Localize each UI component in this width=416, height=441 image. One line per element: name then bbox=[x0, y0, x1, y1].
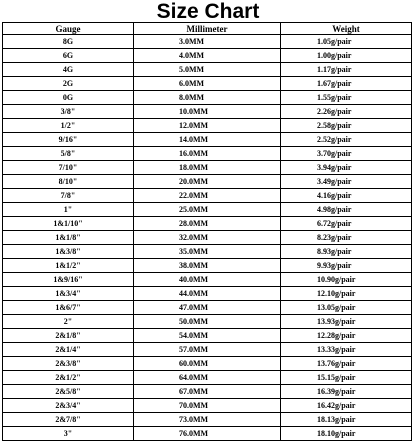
page-title: Size Chart bbox=[156, 0, 260, 23]
header-weight: Weight bbox=[281, 23, 412, 35]
gauge-cell: 1&9/16" bbox=[3, 273, 134, 287]
millimeter-cell: 16.0MM bbox=[134, 147, 281, 161]
table-row bbox=[3, 175, 412, 189]
table-row bbox=[3, 399, 412, 413]
millimeter-cell: 60.0MM bbox=[134, 357, 281, 371]
millimeter-cell: 40.0MM bbox=[134, 273, 281, 287]
weight-cell: 8.23g/pair bbox=[281, 231, 412, 245]
table-row bbox=[3, 77, 412, 91]
table-row bbox=[3, 35, 412, 49]
gauge-cell: 6G bbox=[3, 49, 134, 63]
weight-cell: 18.13g/pair bbox=[281, 413, 412, 427]
weight-cell: 8.93g/pair bbox=[281, 245, 412, 259]
millimeter-cell: 12.0MM bbox=[134, 119, 281, 133]
weight-cell: 3.70g/pair bbox=[281, 147, 412, 161]
size-chart-table-container bbox=[2, 22, 411, 441]
millimeter-cell: 35.0MM bbox=[134, 245, 281, 259]
table-row bbox=[3, 147, 412, 161]
millimeter-cell: 5.0MM bbox=[134, 63, 281, 77]
millimeter-cell: 38.0MM bbox=[134, 259, 281, 273]
gauge-cell: 2" bbox=[3, 315, 134, 329]
gauge-cell: 2&3/4" bbox=[3, 399, 134, 413]
weight-cell: 3.94g/pair bbox=[281, 161, 412, 175]
table-row bbox=[3, 189, 412, 203]
weight-cell: 3.49g/pair bbox=[281, 175, 412, 189]
table-row bbox=[3, 343, 412, 357]
weight-cell: 1.00g/pair bbox=[281, 49, 412, 63]
table-row bbox=[3, 287, 412, 301]
table-row bbox=[3, 315, 412, 329]
table-row bbox=[3, 49, 412, 63]
millimeter-cell: 76.0MM bbox=[134, 427, 281, 441]
gauge-cell: 2&1/8" bbox=[3, 329, 134, 343]
gauge-cell: 3" bbox=[3, 427, 134, 441]
table-row bbox=[3, 91, 412, 105]
millimeter-cell: 10.0MM bbox=[134, 105, 281, 119]
gauge-cell: 7/8" bbox=[3, 189, 134, 203]
gauge-cell: 1&1/10" bbox=[3, 217, 134, 231]
gauge-cell: 0G bbox=[3, 91, 134, 105]
table-row bbox=[3, 259, 412, 273]
table-row bbox=[3, 133, 412, 147]
millimeter-cell: 3.0MM bbox=[134, 35, 281, 49]
weight-cell: 1.67g/pair bbox=[281, 77, 412, 91]
weight-cell: 6.72g/pair bbox=[281, 217, 412, 231]
gauge-cell: 2&3/8" bbox=[3, 357, 134, 371]
gauge-cell: 5/8" bbox=[3, 147, 134, 161]
millimeter-cell: 25.0MM bbox=[134, 203, 281, 217]
gauge-cell: 2&1/4" bbox=[3, 343, 134, 357]
weight-cell: 2.26g/pair bbox=[281, 105, 412, 119]
gauge-cell: 1&3/8" bbox=[3, 245, 134, 259]
gauge-cell: 1&3/4" bbox=[3, 287, 134, 301]
weight-cell: 4.16g/pair bbox=[281, 189, 412, 203]
table-row bbox=[3, 203, 412, 217]
gauge-cell: 9/16" bbox=[3, 133, 134, 147]
weight-cell: 2.58g/pair bbox=[281, 119, 412, 133]
table-row bbox=[3, 161, 412, 175]
weight-cell: 12.10g/pair bbox=[281, 287, 412, 301]
millimeter-cell: 73.0MM bbox=[134, 413, 281, 427]
weight-cell: 13.05g/pair bbox=[281, 301, 412, 315]
gauge-cell: 7/10" bbox=[3, 161, 134, 175]
weight-cell: 13.93g/pair bbox=[281, 315, 412, 329]
millimeter-cell: 22.0MM bbox=[134, 189, 281, 203]
millimeter-cell: 14.0MM bbox=[134, 133, 281, 147]
table-row bbox=[3, 245, 412, 259]
table-row bbox=[3, 371, 412, 385]
weight-cell: 1.17g/pair bbox=[281, 63, 412, 77]
gauge-cell: 4G bbox=[3, 63, 134, 77]
table-row bbox=[3, 427, 412, 441]
millimeter-cell: 44.0MM bbox=[134, 287, 281, 301]
size-chart-table bbox=[2, 22, 412, 441]
millimeter-cell: 20.0MM bbox=[134, 175, 281, 189]
table-row bbox=[3, 413, 412, 427]
table-row bbox=[3, 301, 412, 315]
weight-cell: 16.39g/pair bbox=[281, 385, 412, 399]
table-row bbox=[3, 119, 412, 133]
millimeter-cell: 70.0MM bbox=[134, 399, 281, 413]
table-row bbox=[3, 63, 412, 77]
weight-cell: 13.33g/pair bbox=[281, 343, 412, 357]
table-row bbox=[3, 231, 412, 245]
table-row bbox=[3, 329, 412, 343]
table-header-row bbox=[3, 23, 412, 35]
millimeter-cell: 32.0MM bbox=[134, 231, 281, 245]
millimeter-cell: 18.0MM bbox=[134, 161, 281, 175]
table-row bbox=[3, 105, 412, 119]
table-row bbox=[3, 357, 412, 371]
weight-cell: 13.76g/pair bbox=[281, 357, 412, 371]
millimeter-cell: 57.0MM bbox=[134, 343, 281, 357]
gauge-cell: 3/8" bbox=[3, 105, 134, 119]
gauge-cell: 8/10" bbox=[3, 175, 134, 189]
table-row bbox=[3, 385, 412, 399]
millimeter-cell: 54.0MM bbox=[134, 329, 281, 343]
gauge-cell: 8G bbox=[3, 35, 134, 49]
gauge-cell: 1&1/2" bbox=[3, 259, 134, 273]
gauge-cell: 2&7/8" bbox=[3, 413, 134, 427]
table-row bbox=[3, 273, 412, 287]
weight-cell: 18.10g/pair bbox=[281, 427, 412, 441]
weight-cell: 2.52g/pair bbox=[281, 133, 412, 147]
weight-cell: 10.90g/pair bbox=[281, 273, 412, 287]
gauge-cell: 2&1/2" bbox=[3, 371, 134, 385]
millimeter-cell: 4.0MM bbox=[134, 49, 281, 63]
gauge-cell: 2&5/8" bbox=[3, 385, 134, 399]
weight-cell: 1.05g/pair bbox=[281, 35, 412, 49]
millimeter-cell: 28.0MM bbox=[134, 217, 281, 231]
millimeter-cell: 47.0MM bbox=[134, 301, 281, 315]
gauge-cell: 1&6/7" bbox=[3, 301, 134, 315]
millimeter-cell: 6.0MM bbox=[134, 77, 281, 91]
millimeter-cell: 8.0MM bbox=[134, 91, 281, 105]
gauge-cell: 1/2" bbox=[3, 119, 134, 133]
weight-cell: 16.42g/pair bbox=[281, 399, 412, 413]
weight-cell: 15.15g/pair bbox=[281, 371, 412, 385]
gauge-cell: 2G bbox=[3, 77, 134, 91]
header-millimeter: Millimeter bbox=[134, 23, 281, 35]
millimeter-cell: 67.0MM bbox=[134, 385, 281, 399]
gauge-cell: 1" bbox=[3, 203, 134, 217]
weight-cell: 9.93g/pair bbox=[281, 259, 412, 273]
weight-cell: 4.98g/pair bbox=[281, 203, 412, 217]
gauge-cell: 1&1/8" bbox=[3, 231, 134, 245]
millimeter-cell: 50.0MM bbox=[134, 315, 281, 329]
weight-cell: 12.28g/pair bbox=[281, 329, 412, 343]
table-row bbox=[3, 217, 412, 231]
header-gauge: Gauge bbox=[3, 23, 134, 35]
millimeter-cell: 64.0MM bbox=[134, 371, 281, 385]
weight-cell: 1.55g/pair bbox=[281, 91, 412, 105]
